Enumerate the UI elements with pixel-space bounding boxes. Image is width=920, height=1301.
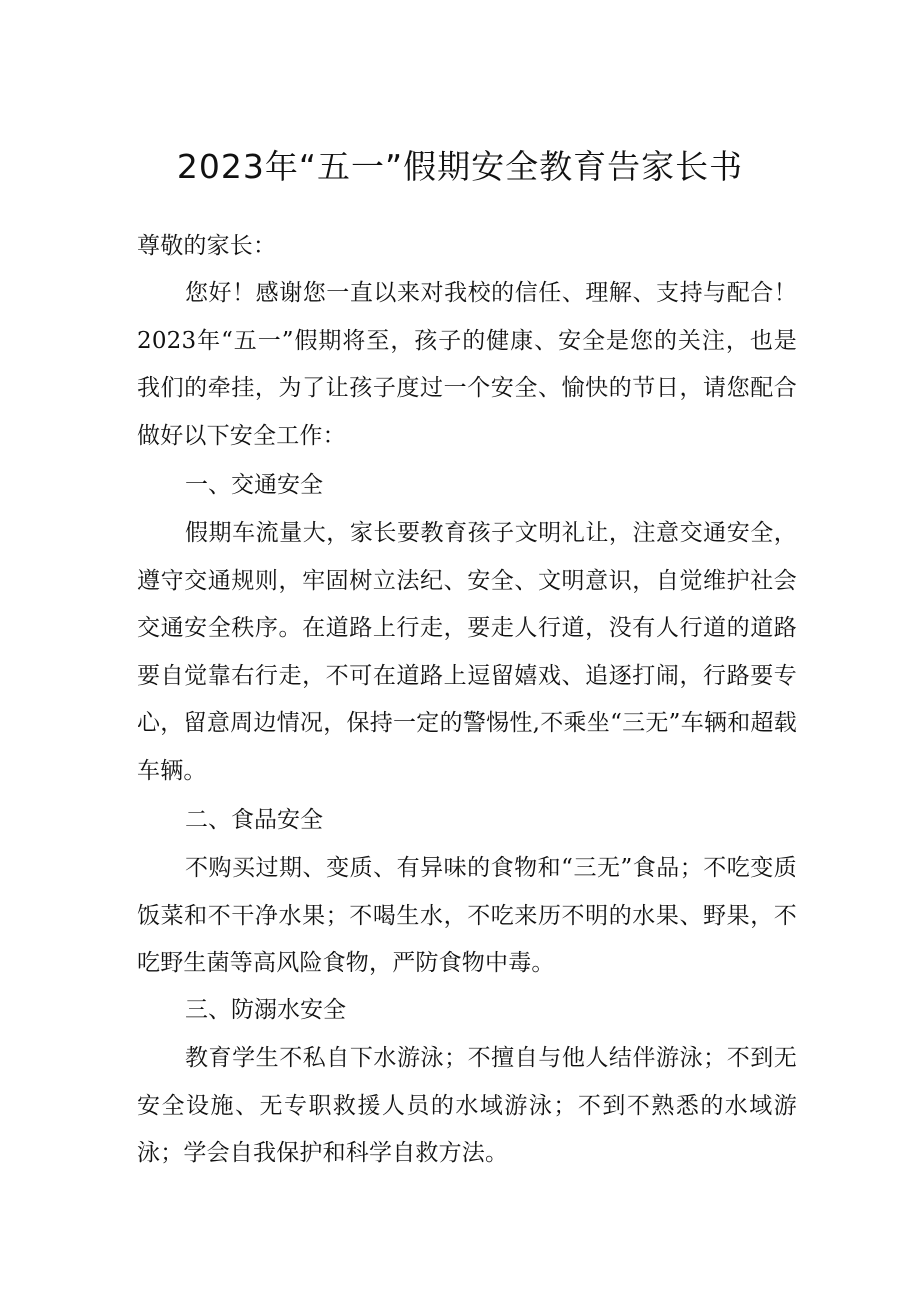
- section-text-traffic: 假期车流量大，家长要教育孩子文明礼让，注意交通安全，遵守交通规则，牢固树立法纪、安全、文明意识，自觉维护社会交通安全秩序。在道路上行走，要走人行道，没有人行道的道路要自觉靠右行走，不可在道路上逗留嬉戏、追逐打闹，行路要专心，留意周边情况，保持一定的警惕性,不乘坐“三无”车辆和超载车辆。: [137, 520, 797, 784]
- section-heading-food: 二、食品安全: [185, 807, 323, 833]
- section-heading-drowning: 三、防溺水安全: [185, 997, 346, 1023]
- intro-paragraph: 您好！感谢您一直以来对我校的信任、理解、支持与配合！2023年“五一”假期将至，孩子的健康、安全是您的关注，也是我们的牵挂，为了让孩子度过一个安全、愉快的节日，请您配合做好以下安全工作：: [137, 280, 797, 449]
- document-title: 2023年“五一”假期安全教育告家长书: [176, 147, 744, 186]
- section-text-food: 不购买过期、变质、有异味的食物和“三无”食品；不吃变质饭菜和不干净水果；不喝生水，不吃来历不明的水果、野果，不吃野生菌等高风险食物，严防食物中毒。: [137, 855, 797, 976]
- section-heading-traffic: 一、交通安全: [185, 472, 323, 498]
- greeting: 尊敬的家长：: [137, 233, 277, 259]
- section-text-drowning: 教育学生不私自下水游泳；不擅自与他人结伴游泳；不到无安全设施、无专职救援人员的水域游泳；不到不熟悉的水域游泳；学会自我保护和科学自救方法。: [137, 1045, 797, 1166]
